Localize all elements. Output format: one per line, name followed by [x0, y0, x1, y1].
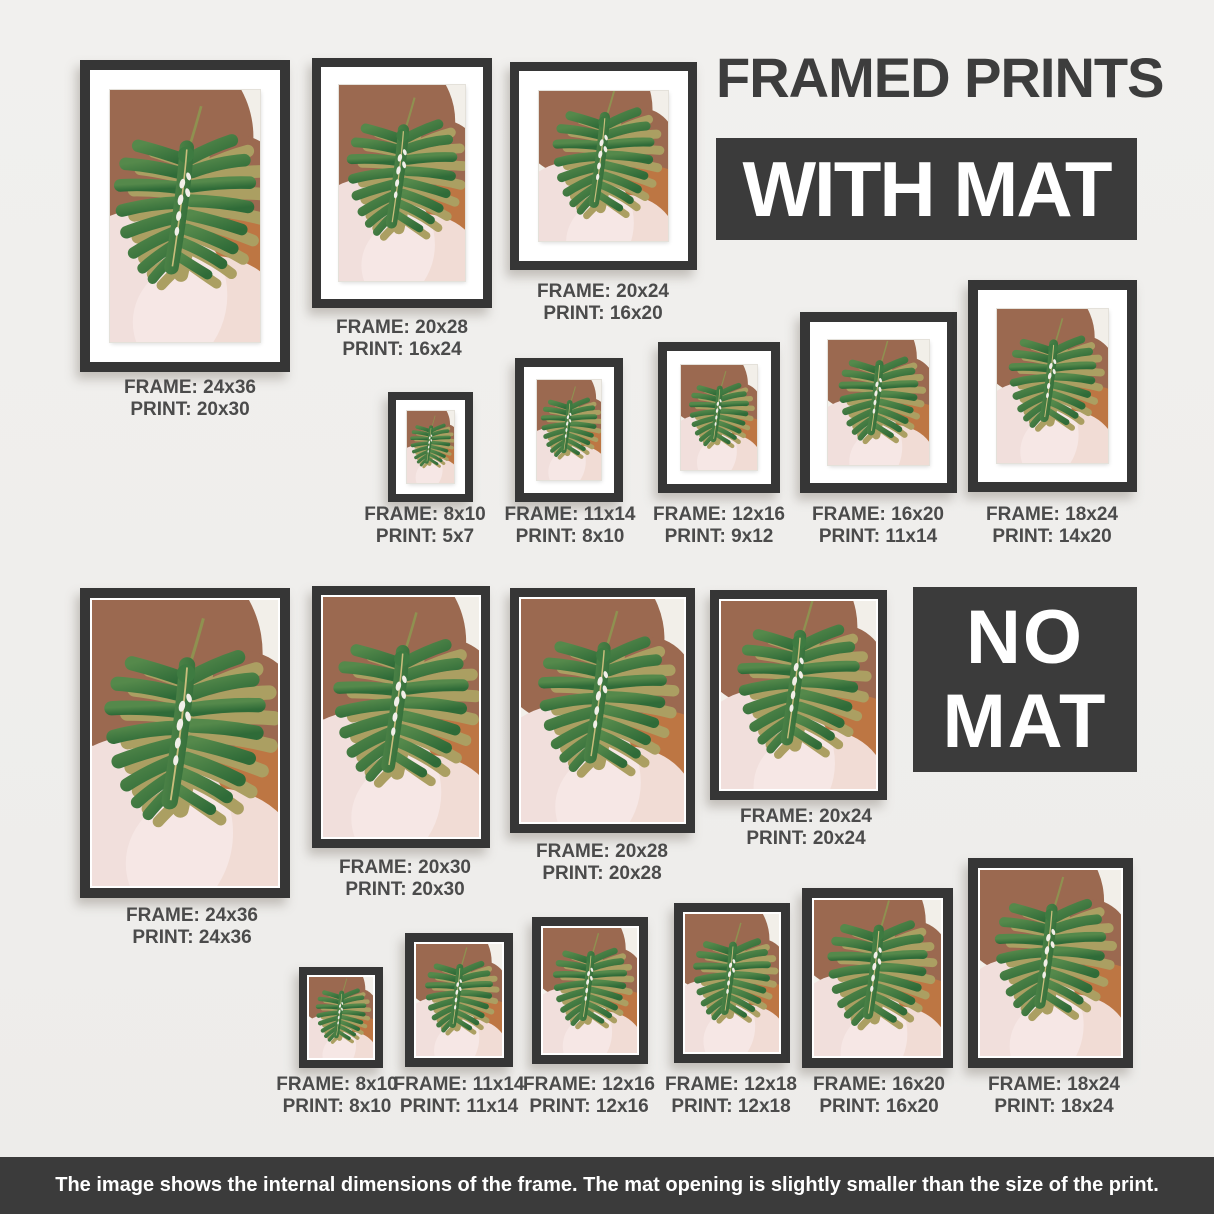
size-label-with-mat-11x14 — [505, 504, 636, 548]
print-size-text: PRINT: 12x16 — [529, 1096, 649, 1117]
frame-size-text: FRAME: 12x16 — [523, 1074, 655, 1095]
print-size-text: PRINT: 20x30 — [130, 399, 250, 420]
size-label-with-mat-24x36 — [124, 377, 256, 421]
print-size-text: PRINT: 20x24 — [746, 828, 866, 849]
frame-no-mat-18x24 — [968, 858, 1133, 1068]
print-size-text: PRINT: 14x20 — [992, 526, 1112, 547]
section-title-framed-prints: FRAMED PRINTS — [716, 46, 1164, 109]
frame-size-text: FRAME: 8x10 — [276, 1074, 398, 1095]
frame-no-mat-12x18 — [674, 903, 790, 1063]
monstera-art — [407, 411, 454, 483]
frame-size-text: FRAME: 18x24 — [988, 1074, 1120, 1095]
frame-no-mat-24x36 — [80, 588, 290, 898]
frame-no-mat-16x20 — [802, 888, 953, 1068]
size-label-with-mat-20x24 — [537, 281, 669, 325]
frame-no-mat-8x10 — [299, 967, 383, 1068]
size-label-no-mat-24x36 — [126, 905, 258, 949]
footer-note-text: The image shows the internal dimensions of the frame. The mat opening is slightly smaller than the size of the print. — [55, 1174, 1159, 1196]
size-label-no-mat-20x24 — [740, 806, 872, 850]
monstera-art — [92, 600, 278, 886]
print-size-text: PRINT: 24x36 — [132, 927, 252, 948]
size-label-no-mat-8x10 — [276, 1074, 397, 1118]
print-size-text: PRINT: 20x28 — [542, 863, 662, 884]
print-size-text: PRINT: 8x10 — [515, 526, 625, 547]
print-size-text: PRINT: 8x10 — [282, 1096, 392, 1117]
frame-size-text: FRAME: 16x20 — [813, 1074, 945, 1095]
print-size-text: PRINT: 16x20 — [819, 1096, 939, 1117]
frame-with-mat-11x14 — [515, 358, 623, 502]
print-size-text: PRINT: 11x14 — [399, 1096, 519, 1117]
size-label-with-mat-18x24 — [986, 504, 1118, 548]
frame-with-mat-18x24 — [968, 280, 1137, 492]
monstera-art — [339, 85, 465, 281]
frame-size-text: FRAME: 8x10 — [364, 504, 486, 525]
size-label-with-mat-20x28 — [336, 317, 468, 361]
frame-no-mat-20x24 — [710, 590, 887, 800]
print-size-text: PRINT: 11x14 — [818, 526, 938, 547]
monstera-art — [416, 944, 502, 1056]
frame-with-mat-8x10 — [388, 392, 473, 502]
size-label-with-mat-16x20 — [812, 504, 944, 548]
size-label-with-mat-8x10 — [364, 504, 485, 548]
print-size-text: PRINT: 16x24 — [342, 339, 462, 360]
monstera-art — [543, 928, 637, 1053]
frame-with-mat-20x24 — [510, 62, 697, 270]
no-mat-badge-line2: MAT — [942, 678, 1108, 764]
frame-no-mat-20x28 — [510, 588, 695, 833]
print-size-text: PRINT: 9x12 — [664, 526, 774, 547]
frame-size-text: FRAME: 20x28 — [536, 841, 668, 862]
frame-size-text: FRAME: 12x16 — [653, 504, 785, 525]
monstera-art — [980, 870, 1121, 1056]
frame-with-mat-16x20 — [800, 312, 957, 493]
monstera-art — [828, 340, 929, 465]
frame-size-text: FRAME: 11x14 — [393, 1074, 525, 1095]
frame-size-text: FRAME: 24x36 — [124, 377, 256, 398]
size-label-no-mat-20x28 — [536, 841, 668, 885]
frame-size-text: FRAME: 12x18 — [665, 1074, 797, 1095]
frame-no-mat-12x16 — [532, 917, 648, 1064]
frame-size-text: FRAME: 11x14 — [504, 504, 636, 525]
footer-note-bar — [0, 1157, 1214, 1214]
size-label-no-mat-11x14 — [394, 1074, 525, 1118]
size-label-no-mat-12x18 — [665, 1074, 797, 1118]
print-size-text: PRINT: 18x24 — [994, 1096, 1114, 1117]
with-mat-badge: WITH MAT — [716, 138, 1137, 240]
frame-size-text: FRAME: 20x24 — [537, 281, 669, 302]
monstera-art — [681, 365, 757, 470]
no-mat-badge-line1: NO — [966, 594, 1084, 680]
print-size-text: PRINT: 12x18 — [671, 1096, 791, 1117]
size-label-no-mat-20x30 — [339, 857, 471, 901]
monstera-art — [521, 599, 684, 822]
monstera-art — [323, 597, 479, 837]
print-size-text: PRINT: 16x20 — [543, 303, 663, 324]
monstera-art — [721, 601, 876, 789]
size-label-with-mat-12x16 — [653, 504, 785, 548]
monstera-art — [110, 90, 260, 342]
size-label-no-mat-16x20 — [813, 1074, 945, 1118]
frame-no-mat-20x30 — [312, 586, 490, 848]
frame-no-mat-11x14 — [405, 933, 513, 1067]
frame-with-mat-12x16 — [658, 342, 780, 493]
frame-size-text: FRAME: 24x36 — [126, 905, 258, 926]
frame-size-text: FRAME: 16x20 — [812, 504, 944, 525]
monstera-art — [685, 914, 779, 1052]
monstera-art — [539, 91, 668, 241]
monstera-art — [997, 309, 1108, 463]
monstera-art — [309, 977, 373, 1058]
frame-size-text: FRAME: 20x30 — [339, 857, 471, 878]
frame-size-text: FRAME: 20x24 — [740, 806, 872, 827]
print-size-text: PRINT: 5x7 — [375, 526, 475, 547]
size-label-no-mat-18x24 — [988, 1074, 1120, 1118]
size-label-no-mat-12x16 — [523, 1074, 655, 1118]
monstera-art — [814, 900, 941, 1056]
frame-size-text: FRAME: 18x24 — [986, 504, 1118, 525]
frame-size-text: FRAME: 20x28 — [336, 317, 468, 338]
monstera-art — [537, 380, 601, 480]
frame-with-mat-20x28 — [312, 58, 492, 308]
no-mat-badge — [913, 587, 1137, 772]
frame-with-mat-24x36 — [80, 60, 290, 372]
print-size-text: PRINT: 20x30 — [345, 879, 465, 900]
